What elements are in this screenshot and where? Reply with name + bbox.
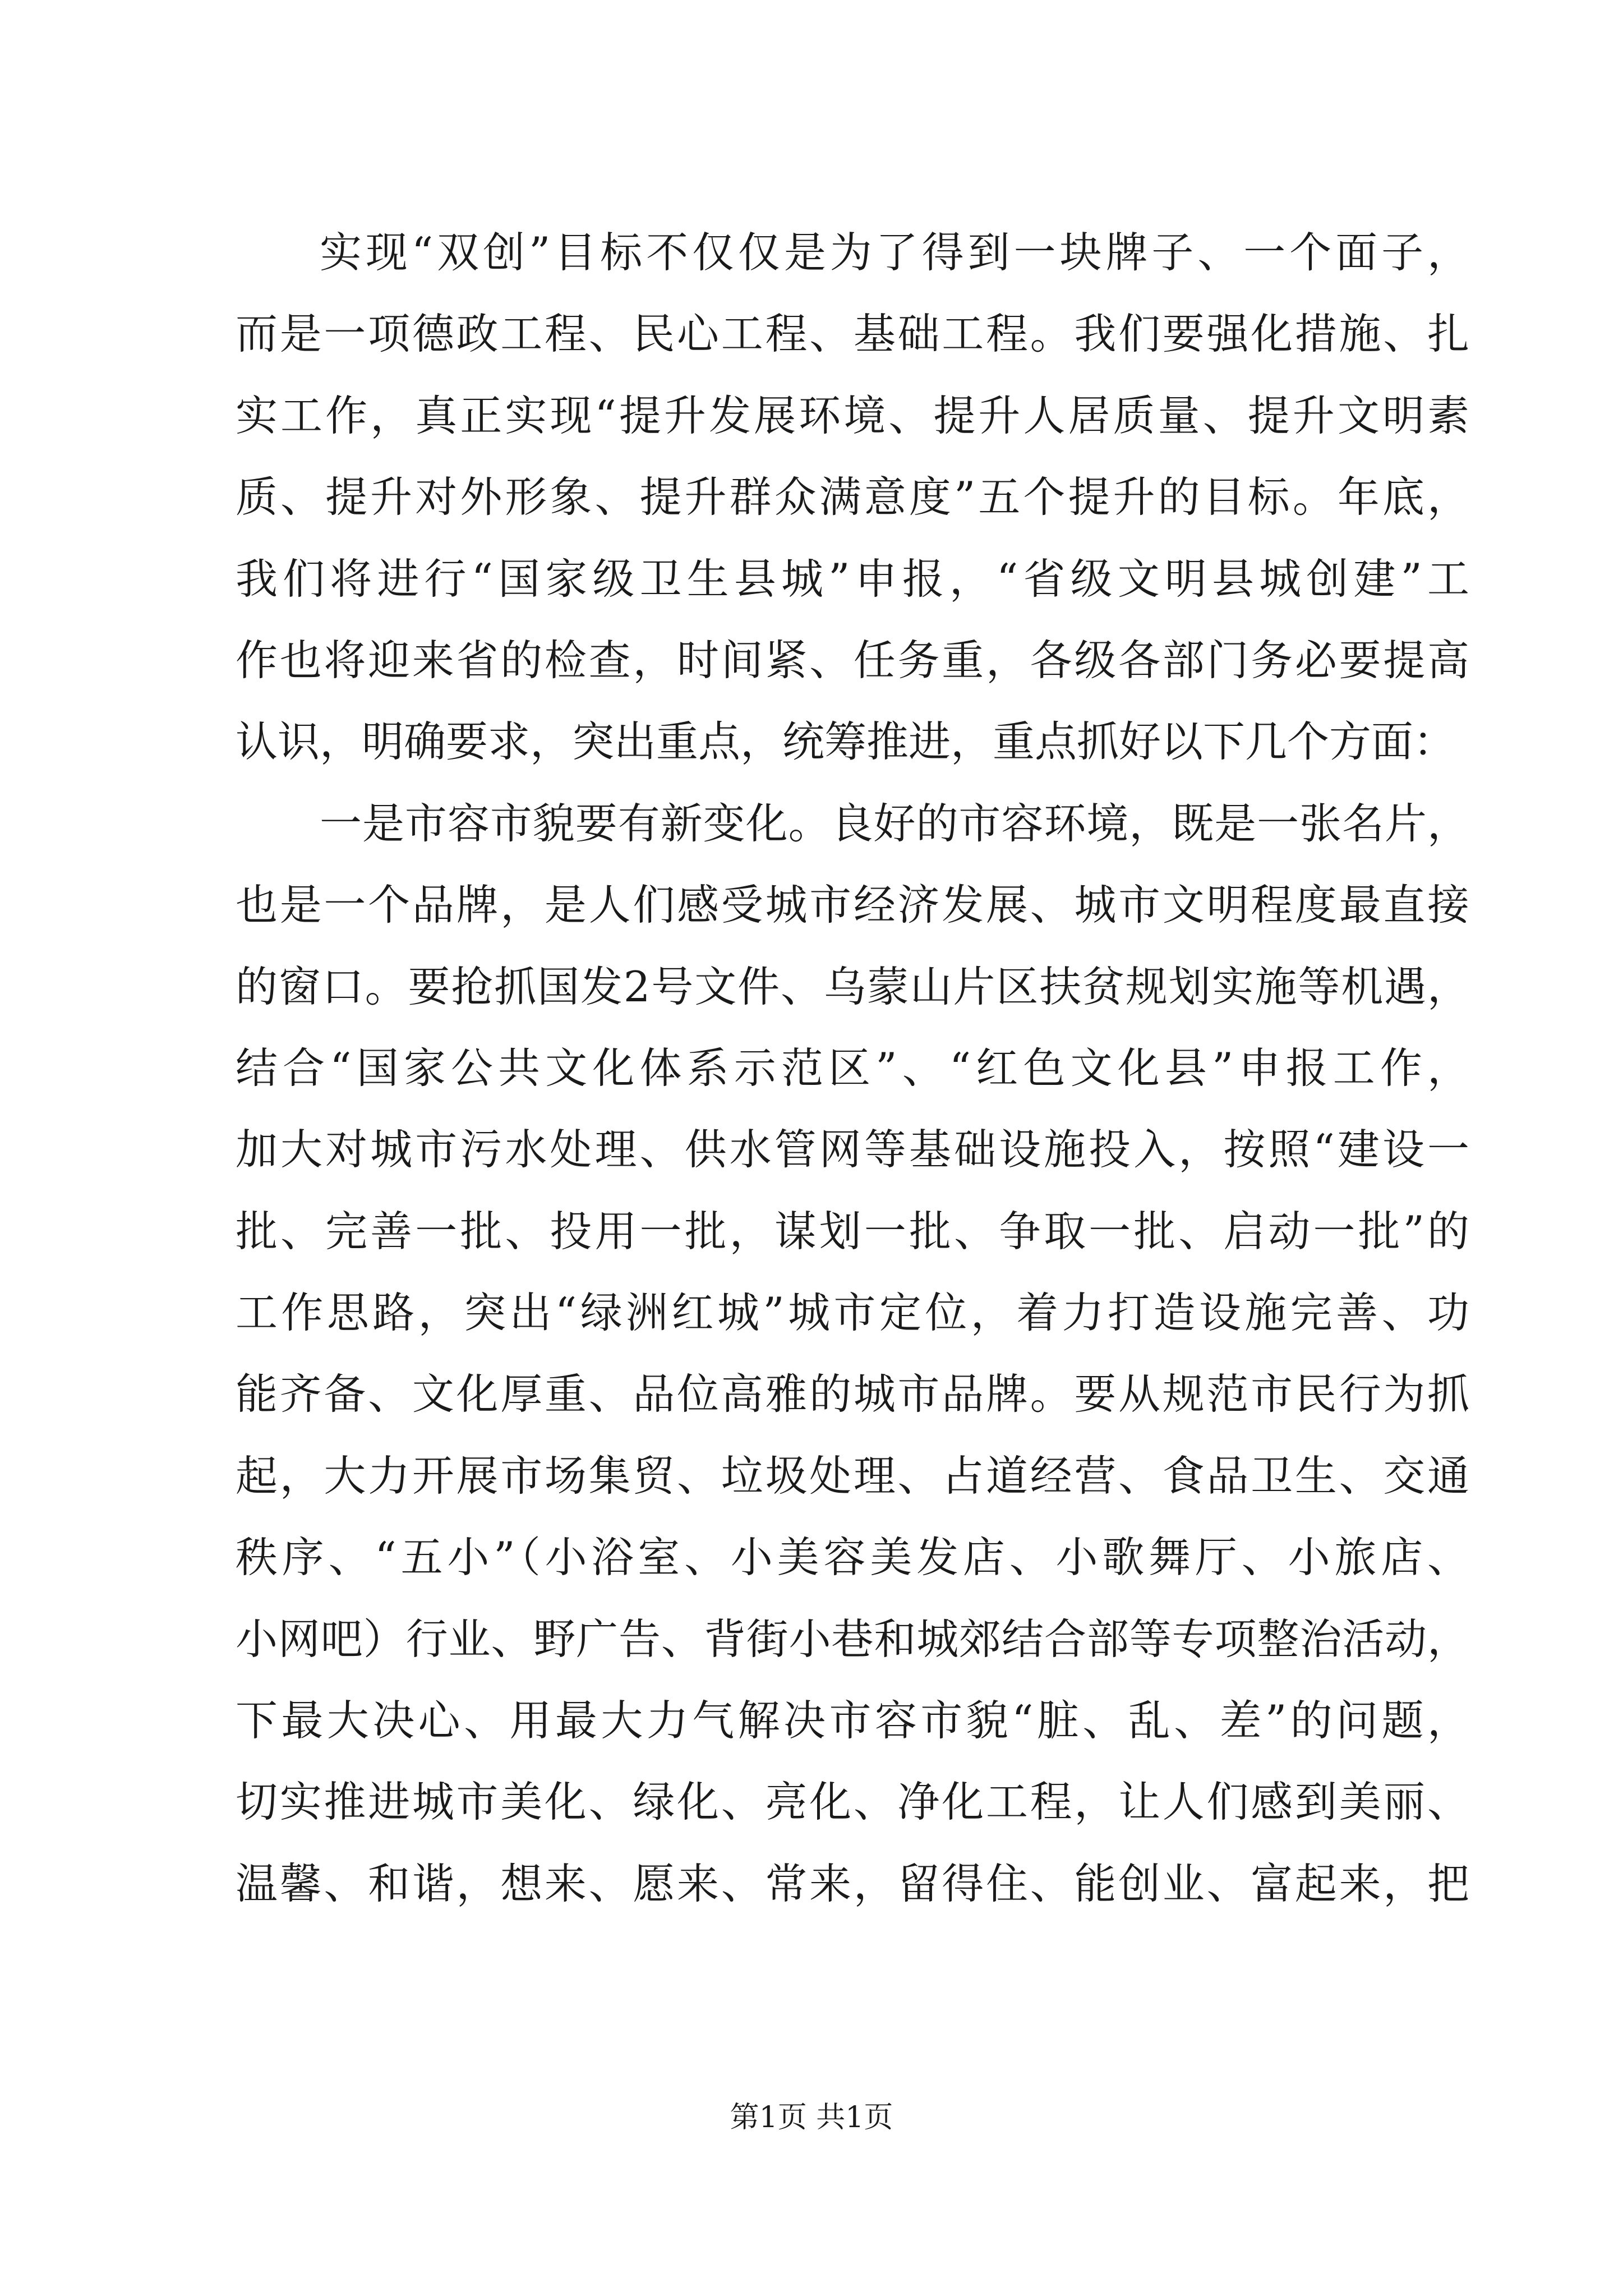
paragraph-2 [236, 783, 1469, 1925]
paragraph-1 [236, 212, 1469, 783]
text-line: 批、完善一批、投用一批，谋划一批、争取一批、启动一批”的 [236, 1206, 1469, 1256]
text-line: 加大对城市污水处理、供水管网等基础设施投入，按照“建设一 [236, 1125, 1469, 1175]
text-line: 起，大力开展市场集贸、垃圾处理、占道经营、食品卫生、交通 [236, 1451, 1469, 1501]
text-line: 质、提升对外形象、提升群众满意度”五个提升的目标。年底， [236, 472, 1469, 522]
text-line: 工作思路，突出“绿洲红城”城市定位，着力打造设施完善、功 [236, 1288, 1469, 1338]
text-line: 下最大决心、用最大力气解决市容市貌“脏、乱、差”的问题， [236, 1696, 1469, 1746]
text-line: 能齐备、文化厚重、品位高雅的城市品牌。要从规范市民行为抓 [236, 1369, 1469, 1419]
text-line: 实工作，真正实现“提升发展环境、提升人居质量、提升文明素 [236, 390, 1469, 440]
text-line: 秩序、“五小”（小浴室、小美容美发店、小歌舞厅、小旅店、 [236, 1533, 1469, 1582]
text-line: 作也将迎来省的检查，时间紧、任务重，各级各部门务必要提高 [236, 635, 1469, 685]
text-line: 一是市容市貌要有新变化。良好的市容环境，既是一张名片， [320, 798, 1469, 848]
text-line: 实现“双创”目标不仅仅是为了得到一块牌子、一个面子， [320, 228, 1469, 277]
body-text [236, 212, 1469, 1925]
text-line: 认识，明确要求，突出重点，统筹推进，重点抓好以下几个方面： [236, 717, 1456, 767]
text-line: 小网吧）行业、野广告、背街小巷和城郊结合部等专项整治活动， [236, 1614, 1469, 1664]
text-line: 的窗口。要抢抓国发2号文件、乌蒙山片区扶贫规划实施等机遇， [236, 961, 1469, 1011]
text-line: 温馨、和谐，想来、愿来、常来，留得住、能创业、富起来，把 [236, 1858, 1469, 1908]
text-line: 结合“国家公共文化体系示范区”、“红色文化县”申报工作， [236, 1043, 1469, 1093]
text-line: 也是一个品牌，是人们感受城市经济发展、城市文明程度最直接 [236, 880, 1469, 930]
text-line: 切实推进城市美化、绿化、亮化、净化工程，让人们感到美丽、 [236, 1777, 1469, 1827]
text-line: 而是一项德政工程、民心工程、基础工程。我们要强化措施、扎 [236, 309, 1469, 359]
page-footer: 第1页 共1页 [730, 2101, 893, 2134]
text-line: 我们将进行“国家级卫生县城”申报，“省级文明县城创建”工 [236, 554, 1469, 604]
